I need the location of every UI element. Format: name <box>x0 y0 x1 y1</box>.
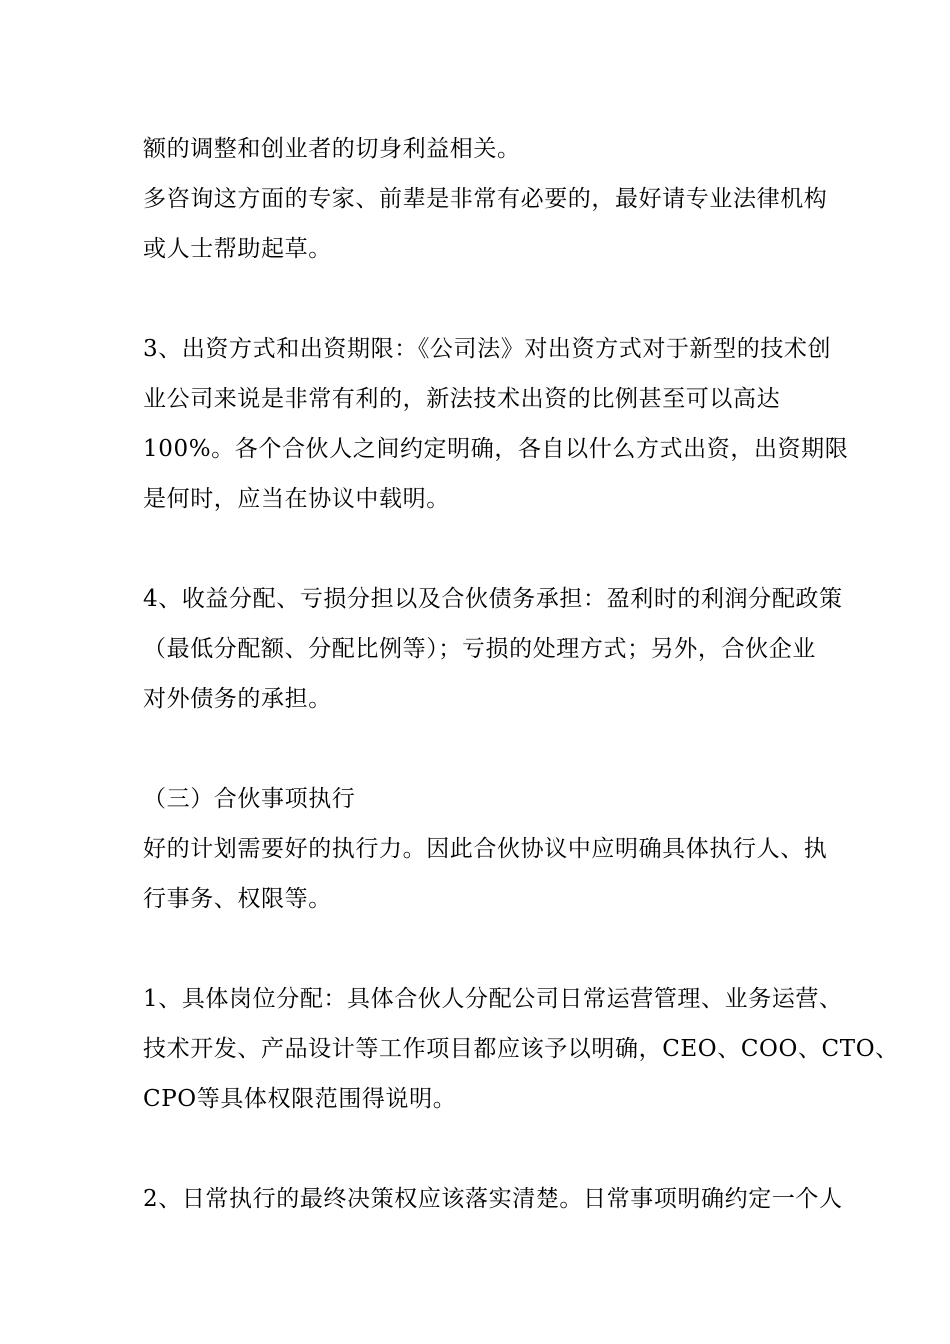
text-line: 额的调整和创业者的切身利益相关。 <box>143 136 521 162</box>
text-line: 2、日常执行的最终决策权应该落实清楚。日常事项明确约定一个人 <box>143 1186 843 1212</box>
text-line: 行事务、权限等。 <box>143 886 332 912</box>
text-line: 好的计划需要好的执行力。因此合伙协议中应明确具体执行人、执 <box>143 836 828 862</box>
text-line: 1、具体岗位分配：具体合伙人分配公司日常运营管理、业务运营、 <box>143 986 843 1012</box>
text-line: 对外债务的承担。 <box>143 686 332 712</box>
text-line: 技术开发、产品设计等工作项目都应该予以明确，CEO、COO、CTO、 <box>143 1036 899 1062</box>
text-line: CPO等具体权限范围得说明。 <box>143 1086 457 1112</box>
text-line: 100%。各个合伙人之间约定明确，各自以什么方式出资，出资期限 <box>143 436 849 462</box>
text-line: 是何时，应当在协议中载明。 <box>143 486 450 512</box>
text-line: 4、收益分配、亏损分担以及合伙债务承担：盈利时的利润分配政策 <box>143 586 843 612</box>
text-line: 3、出资方式和出资期限：《公司法》对出资方式对于新型的技术创 <box>143 336 832 362</box>
text-line: （最低分配额、分配比例等）；亏损的处理方式；另外，合伙企业 <box>143 636 816 662</box>
text-line: 业公司来说是非常有利的，新法技术出资的比例甚至可以高达 <box>143 386 781 412</box>
text-line: 或人士帮助起草。 <box>143 236 332 262</box>
section-heading: （三）合伙事项执行 <box>143 786 356 812</box>
text-line: 多咨询这方面的专家、前辈是非常有必要的，最好请专业法律机构 <box>143 186 828 212</box>
